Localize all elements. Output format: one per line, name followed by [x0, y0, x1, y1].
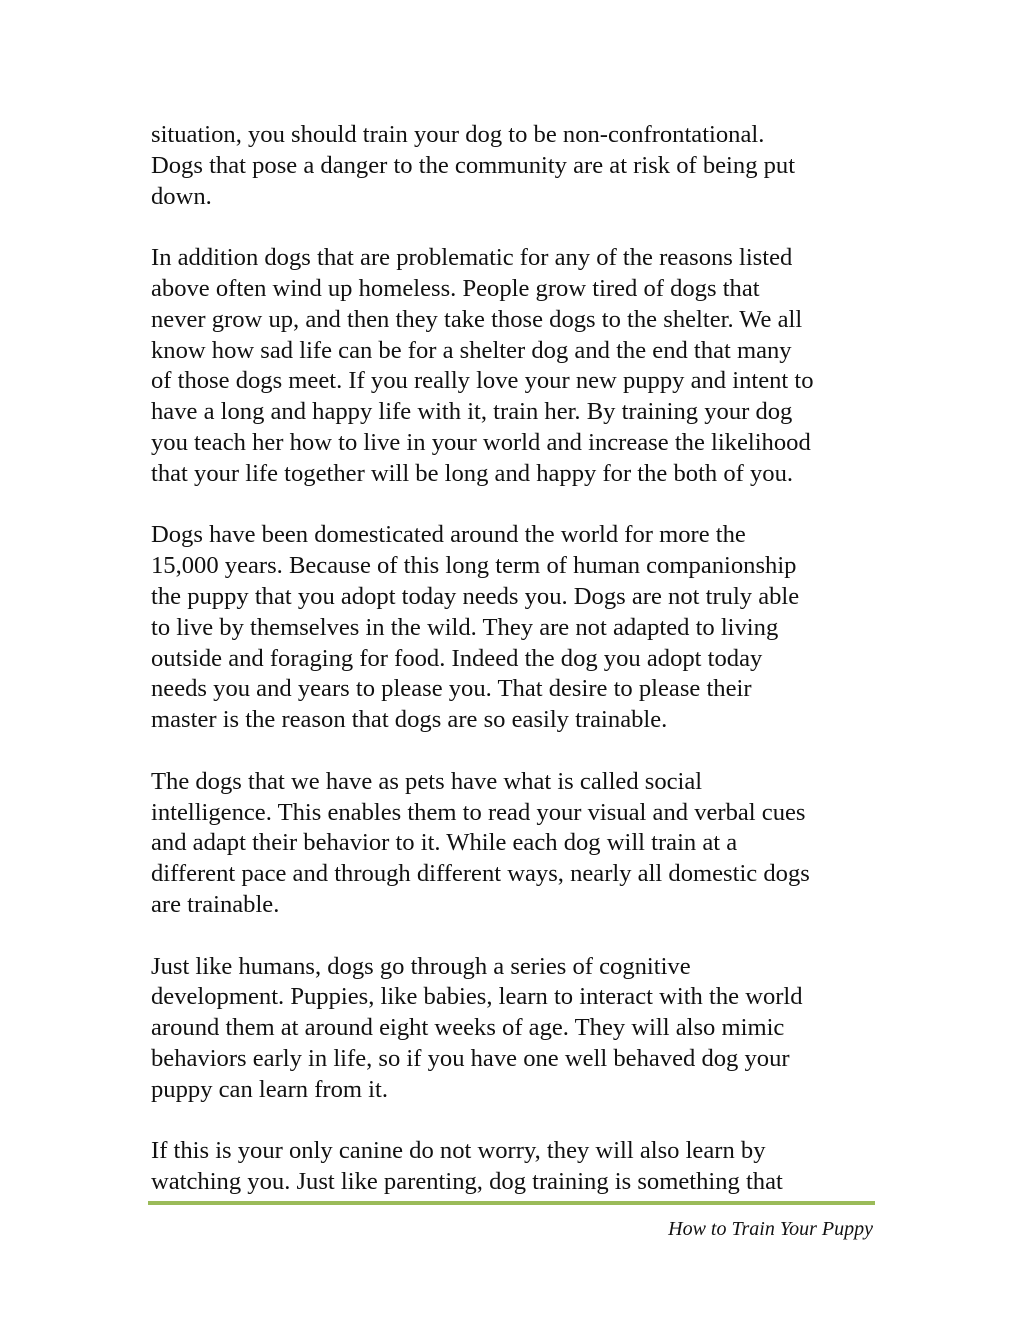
paragraph: [151, 767, 881, 921]
text-line: of those dogs meet. If you really love your new puppy and intent to: [151, 367, 814, 395]
paragraph: [151, 1136, 881, 1198]
text-line: and adapt their behavior to it. While each dog will train at a: [151, 829, 738, 857]
text-line: Just like humans, dogs go through a series of cognitive: [151, 952, 691, 980]
text-line: watching you. Just like parenting, dog training is something that: [151, 1168, 783, 1196]
text-line: situation, you should train your dog to be non-confrontational.: [151, 121, 765, 148]
text-line: down.: [151, 182, 212, 210]
text-line: around them at around eight weeks of age. They will also mimic: [151, 1014, 785, 1042]
text-line: outside and foraging for food. Indeed the dog you adopt today: [151, 644, 763, 672]
text-line: The dogs that we have as pets have what is called social: [151, 767, 703, 795]
paragraph: [151, 243, 881, 489]
text-line: needs you and years to please you. That desire to please their: [151, 675, 752, 703]
text-line: behaviors early in life, so if you have one well behaved dog your: [151, 1044, 790, 1072]
text-line: are trainable.: [151, 890, 280, 918]
text-line: never grow up, and then they take those dogs to the shelter. We all: [151, 305, 803, 333]
text-line: that your life together will be long and happy for the both of you.: [151, 459, 794, 487]
paragraph: [151, 120, 881, 212]
text-line: puppy can learn from it.: [151, 1075, 388, 1103]
text-line: to live by themselves in the wild. They are not adapted to living: [151, 613, 779, 641]
paragraph: [151, 952, 881, 1106]
text-line: Dogs that pose a danger to the community are at risk of being put: [151, 151, 796, 179]
text-line: different pace and through different ways, nearly all domestic dogs: [151, 860, 810, 888]
text-line: If this is your only canine do not worry, they will also learn by: [151, 1137, 766, 1165]
paragraph: [151, 520, 881, 736]
text-line: Dogs have been domesticated around the world for more the: [151, 521, 746, 549]
footer-divider: [148, 1201, 875, 1205]
body-text: [151, 120, 881, 1229]
text-line: intelligence. This enables them to read your visual and verbal cues: [151, 798, 806, 826]
text-line: development. Puppies, like babies, learn to interact with the world: [151, 983, 803, 1011]
text-line: 15,000 years. Because of this long term of human companionship: [151, 552, 797, 580]
text-line: master is the reason that dogs are so easily trainable.: [151, 706, 668, 734]
text-line: In addition dogs that are problematic for any of the reasons listed: [151, 244, 793, 272]
text-line: above often wind up homeless. People grow tired of dogs that: [151, 274, 760, 302]
text-line: you teach her how to live in your world and increase the likelihood: [151, 428, 811, 456]
text-line: know how sad life can be for a shelter dog and the end that many: [151, 336, 792, 364]
text-line: the puppy that you adopt today needs you. Dogs are not truly able: [151, 582, 800, 610]
text-line: have a long and happy life with it, train her. By training your dog: [151, 398, 793, 426]
footer-title: How to Train Your Puppy: [668, 1218, 873, 1240]
